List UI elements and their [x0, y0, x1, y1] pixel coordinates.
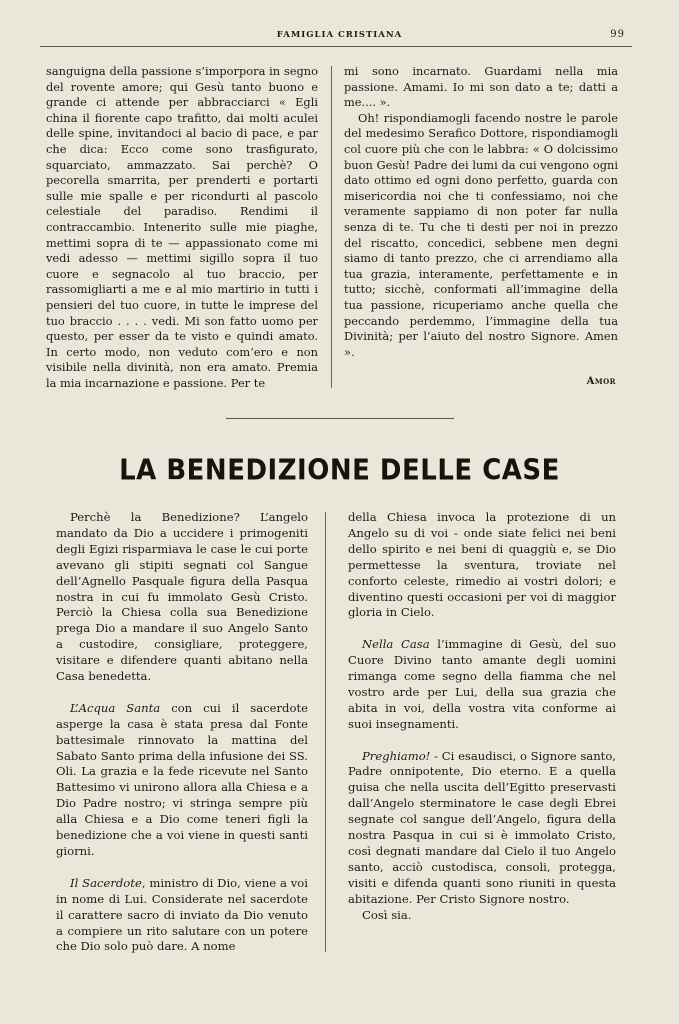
page-number: 99: [610, 29, 625, 40]
bottom-right-paragraph-4: Così sia.: [362, 907, 412, 922]
top-left-paragraph: sanguigna della passione s’imporpora in segno del rovente amore; qui Gesù tanto buono e grande ci attende per abbracciarci « Egli china il fiorente capo trafitto, dai molti aculei delle spine, invitandoci al bacio di pace, e par che dica: Ecco come sono trasfigurato, squarciato, ammazzato. Sai perchè? O pecorella smarrita, per prenderti e portarti sulle mie spalle e per ricondurti al pascolo celestiale del paradiso. Rendimi il contraccambio. Intenerito sulle mie piaghe, mettimi sopra di te — appassionato come mi vedi adesso — mettimi sigillo sopra il tuo cuore e segnacolo al tuo braccio, per rassomigliarti a me e al mio martirio in tutti i pensieri del tuo cuore, in tutte le imprese del tuo braccio . . . . vedi. Mi son fatto uomo per questo, per esser da te visto e quindi amato. In certo modo, non veduto com’ero e non visibile nella divinità, non era amato. Premia la mia incarnazione e passione. Per te: [46, 64, 318, 390]
bottom-article-right-column: [348, 510, 616, 924]
paragraph-lead: L’Acqua Santa: [70, 700, 161, 715]
header-rule: [40, 46, 632, 47]
top-article-left-column: [46, 64, 318, 391]
top-right-paragraph-1: mi sono incarnato. Guardami nella mia passione. Amami. Io mi son dato a te; datti a me.... ».: [344, 64, 618, 110]
bottom-column-divider: [325, 512, 326, 952]
author-signature: Amor: [586, 376, 616, 387]
top-right-paragraph-2: Oh! rispondiamogli facendo nostre le parole del medesimo Serafico Dottore, rispondiamogli col cuore più che con le labbra: « O dolcissimo buon Gesù! Padre dei lumi da cui vengono ogni dato ottimo ed ogni dono perfetto, guarda con misericordia noi che ti confessiamo, noi che veramente sappiamo di non poter far nulla senza di te. Tu che ti desti per noi in prezzo del riscatto, concedici, sebbene men degni siamo di tanto prezzo, che ci arrendiamo alla tua grazia, interamente, perfettamente e in tutto; sicchè, conformati all’immagine della tua passione, ricuperiamo anche quella che peccando perdemmo, l’immagine della tua Divinità; per l’aiuto del nostro Signore. Amen ».: [344, 110, 618, 359]
section-separator: [226, 418, 454, 419]
bottom-left-paragraph-2: L’Acqua Santa con cui il sacerdote asperge la casa è stata presa dal Fonte battesimale rinnovato la mattina del Sabato Santo prima della infusione dei SS. Oli. La grazia e la fede ricevute nel Santo Battesimo vi unirono allora alla Chiesa e a Dio Padre nostro; vi stringa sempre più alla Chiesa e a Dio come teneri figli la benedizione che a voi viene in questi santi giorni.: [56, 700, 308, 859]
article-title: LA BENEDIZIONE DELLE CASE: [119, 454, 560, 488]
bottom-right-paragraph-1: della Chiesa invoca la protezione di un Angelo su di voi - onde siate felici nei beni dello spirito e nei beni di quaggiù e, se Dio permettesse la sventura, troviate nel conforto celeste, rimedio ai vostri dolori; e diventino questi occasioni per voi di maggior gloria in Cielo.: [348, 510, 616, 620]
top-article-right-column: [344, 64, 618, 360]
magazine-title: FAMIGLIA CRISTIANA: [276, 30, 403, 40]
bottom-article-left-column: [56, 510, 308, 955]
paragraph-lead: Nella Casa: [362, 637, 430, 652]
paragraph-lead: Il Sacerdote: [70, 875, 142, 890]
bottom-left-paragraph-3: Il Sacerdote, ministro di Dio, viene a voi in nome di Lui. Considerate nel sacerdote il carattere sacro di inviato da Dio venuto a compiere un rito salutare con un potere che Dio solo può dare. A nome: [56, 875, 308, 954]
bottom-right-paragraph-3: Preghiamo! - Ci esaudisci, o Signore santo, Padre onnipotente, Dio eterno. E a quella guisa che nella uscita dell’Egitto preservasti dall’Angelo sterminatore le case degli Ebrei segnate col sangue dell’Angelo, figura della nostra Pasqua in cui si è immolato Cristo, così degnati mandare dal Cielo il tuo Angelo santo, acciò custodisca, consoli, protegga, visiti e difenda quanti sono riuniti in questa abitazione. Per Cristo Signore nostro.: [348, 748, 616, 906]
top-column-divider: [331, 66, 332, 388]
running-header: [0, 30, 679, 44]
bottom-left-paragraph-1: Perchè la Benedizione? L’angelo mandato da Dio a uccidere i primogeniti degli Egizi risparmiava le case le cui porte avevano gli stipiti segnati col Sangue dell’Agnello Pasquale figura della Pasqua nostra in cui fu immolato Gesù Cristo. Perciò la Chiesa colla sua Benedizione prega Dio a mandare il suo Angelo Santo a custodire, consigliare, proteggere, visitare e difendere quanti abitano nella Casa benedetta.: [56, 510, 308, 684]
bottom-right-paragraph-2: Nella Casa l’immagine di Gesù, del suo Cuore Divino tanto amante degli uomini rimanga come segno della fiamma che nel vostro arde per Lui, della sua grazia che abita in voi, della vostra vita conforme ai suoi insegnamenti.: [348, 637, 616, 731]
paragraph-lead: Preghiamo!: [362, 748, 431, 763]
